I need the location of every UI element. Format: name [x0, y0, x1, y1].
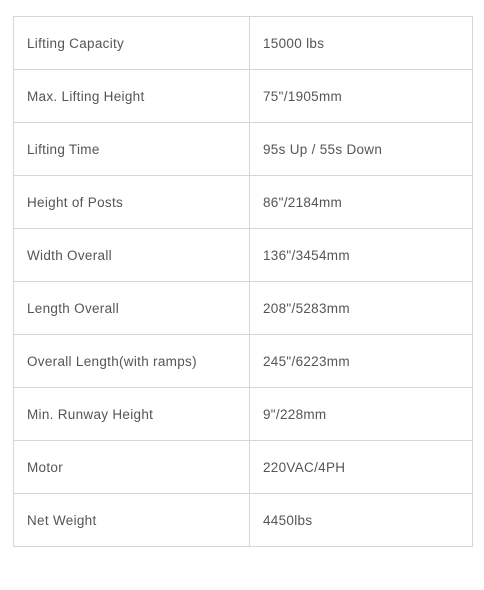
spec-label: Height of Posts [14, 176, 250, 229]
spec-label: Width Overall [14, 229, 250, 282]
spec-label: Net Weight [14, 494, 250, 547]
spec-value: 9"/228mm [250, 388, 473, 441]
spec-table [13, 16, 473, 547]
spec-label: Motor [14, 441, 250, 494]
spec-value: 136"/3454mm [250, 229, 473, 282]
table-row [14, 70, 473, 123]
table-row [14, 441, 473, 494]
spec-label: Min. Runway Height [14, 388, 250, 441]
spec-label: Overall Length(with ramps) [14, 335, 250, 388]
spec-value: 220VAC/4PH [250, 441, 473, 494]
spec-value: 75"/1905mm [250, 70, 473, 123]
spec-value: 208"/5283mm [250, 282, 473, 335]
spec-value: 4450lbs [250, 494, 473, 547]
spec-label: Max. Lifting Height [14, 70, 250, 123]
table-row [14, 494, 473, 547]
spec-label: Lifting Time [14, 123, 250, 176]
table-row [14, 176, 473, 229]
spec-value: 86"/2184mm [250, 176, 473, 229]
spec-value: 95s Up / 55s Down [250, 123, 473, 176]
spec-value: 15000 lbs [250, 17, 473, 70]
spec-value: 245"/6223mm [250, 335, 473, 388]
table-row [14, 335, 473, 388]
table-row [14, 282, 473, 335]
spec-table-body [14, 17, 473, 547]
table-row [14, 17, 473, 70]
spec-label: Length Overall [14, 282, 250, 335]
table-row [14, 388, 473, 441]
table-row [14, 229, 473, 282]
spec-label: Lifting Capacity [14, 17, 250, 70]
table-row [14, 123, 473, 176]
